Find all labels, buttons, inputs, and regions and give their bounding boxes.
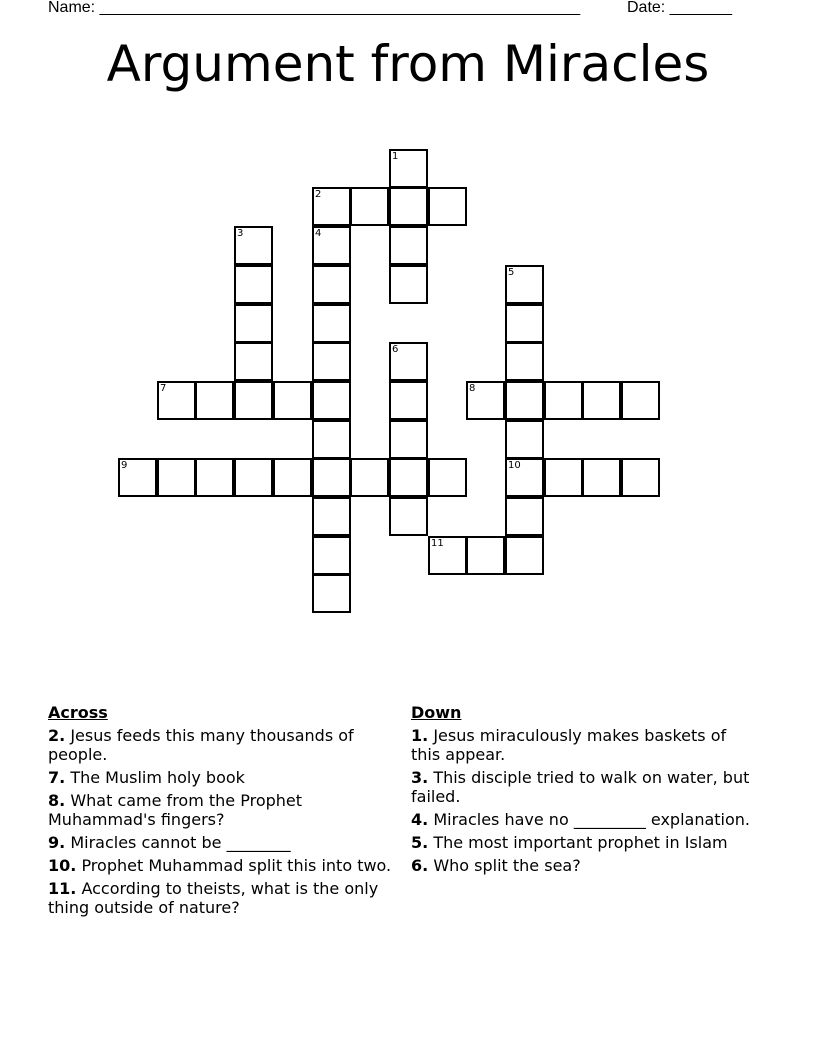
- grid-cell[interactable]: [312, 420, 351, 459]
- date-field-label[interactable]: Date: _______: [627, 0, 732, 16]
- cell-number: 11: [431, 538, 444, 549]
- grid-cell[interactable]: [312, 342, 351, 381]
- grid-cell[interactable]: [389, 381, 428, 420]
- across-clue: [48, 768, 393, 787]
- grid-cell[interactable]: [505, 381, 544, 420]
- cell-number: 5: [508, 267, 515, 278]
- clue-number: 7.: [48, 768, 66, 787]
- clue-number: 5.: [411, 833, 429, 852]
- clue-text: The most important prophet in Islam: [433, 833, 728, 852]
- grid-cell[interactable]: [312, 381, 351, 420]
- across-clue: [48, 856, 393, 875]
- grid-cell[interactable]: [389, 497, 428, 536]
- across-clue: [48, 879, 393, 917]
- grid-cell[interactable]: [389, 226, 428, 265]
- clue-text: According to theists, what is the only thing outside of nature?: [48, 879, 379, 917]
- grid-cell[interactable]: [389, 458, 428, 497]
- cell-number: 1: [392, 151, 399, 162]
- grid-cell[interactable]: [234, 458, 273, 497]
- grid-cell[interactable]: [350, 187, 389, 226]
- clue-number: 3.: [411, 768, 429, 787]
- grid-cell[interactable]: [312, 226, 351, 265]
- grid-cell[interactable]: [157, 381, 196, 420]
- clue-number: 9.: [48, 833, 66, 852]
- grid-cell[interactable]: [389, 420, 428, 459]
- cell-number: 10: [508, 460, 521, 471]
- down-clues: [411, 703, 756, 879]
- grid-cell[interactable]: [234, 226, 273, 265]
- grid-cell[interactable]: [466, 381, 505, 420]
- down-clue-list: [411, 726, 756, 875]
- cell-number: 6: [392, 344, 399, 355]
- cell-number: 8: [469, 383, 476, 394]
- across-clue-list: [48, 726, 393, 917]
- grid-cell[interactable]: [312, 304, 351, 343]
- clue-text: The Muslim holy book: [70, 768, 245, 787]
- down-clue: [411, 726, 756, 764]
- across-heading: Across: [48, 703, 108, 722]
- cell-number: 4: [315, 228, 322, 239]
- cell-number: 9: [121, 460, 128, 471]
- clue-text: This disciple tried to walk on water, but failed.: [411, 768, 750, 806]
- grid-cell[interactable]: [234, 304, 273, 343]
- across-clue: [48, 726, 393, 764]
- grid-cell[interactable]: [312, 574, 351, 613]
- grid-cell[interactable]: [195, 458, 234, 497]
- grid-cell[interactable]: [273, 458, 312, 497]
- page-title: Argument from Miracles: [106, 35, 710, 93]
- down-clue: [411, 810, 756, 829]
- clue-number: 11.: [48, 879, 77, 898]
- name-field-label[interactable]: Name: ______________________________________________________: [48, 0, 581, 16]
- clue-number: 8.: [48, 791, 66, 810]
- clue-number: 4.: [411, 810, 429, 829]
- clue-number: 6.: [411, 856, 429, 875]
- across-clue: [48, 833, 393, 852]
- clue-number: 10.: [48, 856, 77, 875]
- grid-cell[interactable]: [505, 536, 544, 575]
- grid-cell[interactable]: [505, 304, 544, 343]
- grid-cell[interactable]: [234, 381, 273, 420]
- grid-cell[interactable]: [621, 381, 660, 420]
- grid-cell[interactable]: [312, 497, 351, 536]
- grid-cell[interactable]: [234, 342, 273, 381]
- grid-cell[interactable]: [157, 458, 196, 497]
- grid-cell[interactable]: [312, 187, 351, 226]
- grid-cell[interactable]: [505, 342, 544, 381]
- grid-cell[interactable]: [312, 536, 351, 575]
- grid-cell[interactable]: [466, 536, 505, 575]
- grid-cell[interactable]: [621, 458, 660, 497]
- grid-cell[interactable]: [544, 458, 583, 497]
- cell-number: 3: [237, 228, 244, 239]
- grid-cell[interactable]: [505, 458, 544, 497]
- clue-text: Jesus feeds this many thousands of people.: [48, 726, 354, 764]
- grid-cell[interactable]: [118, 458, 157, 497]
- grid-cell[interactable]: [312, 265, 351, 304]
- clue-number: 1.: [411, 726, 429, 745]
- grid-cell[interactable]: [582, 381, 621, 420]
- clue-number: 2.: [48, 726, 66, 745]
- clue-text: Who split the sea?: [433, 856, 581, 875]
- grid-cell[interactable]: [428, 536, 467, 575]
- grid-cell[interactable]: [582, 458, 621, 497]
- across-clues: [48, 703, 393, 921]
- grid-cell[interactable]: [195, 381, 234, 420]
- cell-number: 2: [315, 189, 322, 200]
- clue-text: Prophet Muhammad split this into two.: [81, 856, 392, 875]
- across-clue: [48, 791, 393, 829]
- grid-cell[interactable]: [389, 265, 428, 304]
- grid-cell[interactable]: [312, 458, 351, 497]
- clue-text: What came from the Prophet Muhammad's fingers?: [48, 791, 303, 829]
- grid-cell[interactable]: [389, 149, 428, 188]
- cell-number: 7: [160, 383, 167, 394]
- grid-cell[interactable]: [544, 381, 583, 420]
- grid-cell[interactable]: [505, 497, 544, 536]
- grid-cell[interactable]: [505, 420, 544, 459]
- down-clue: [411, 856, 756, 875]
- grid-cell[interactable]: [350, 458, 389, 497]
- grid-cell[interactable]: [389, 342, 428, 381]
- grid-cell[interactable]: [273, 381, 312, 420]
- clue-text: Miracles have no _________ explanation.: [433, 810, 751, 829]
- down-clue: [411, 768, 756, 806]
- grid-cell[interactable]: [428, 187, 467, 226]
- grid-cell[interactable]: [389, 187, 428, 226]
- clue-text: Jesus miraculously makes baskets of this appear.: [411, 726, 727, 764]
- down-heading: Down: [411, 703, 462, 722]
- grid-cell[interactable]: [505, 265, 544, 304]
- down-clue: [411, 833, 756, 852]
- grid-cell[interactable]: [428, 458, 467, 497]
- grid-cell[interactable]: [234, 265, 273, 304]
- clue-text: Miracles cannot be ________: [70, 833, 291, 852]
